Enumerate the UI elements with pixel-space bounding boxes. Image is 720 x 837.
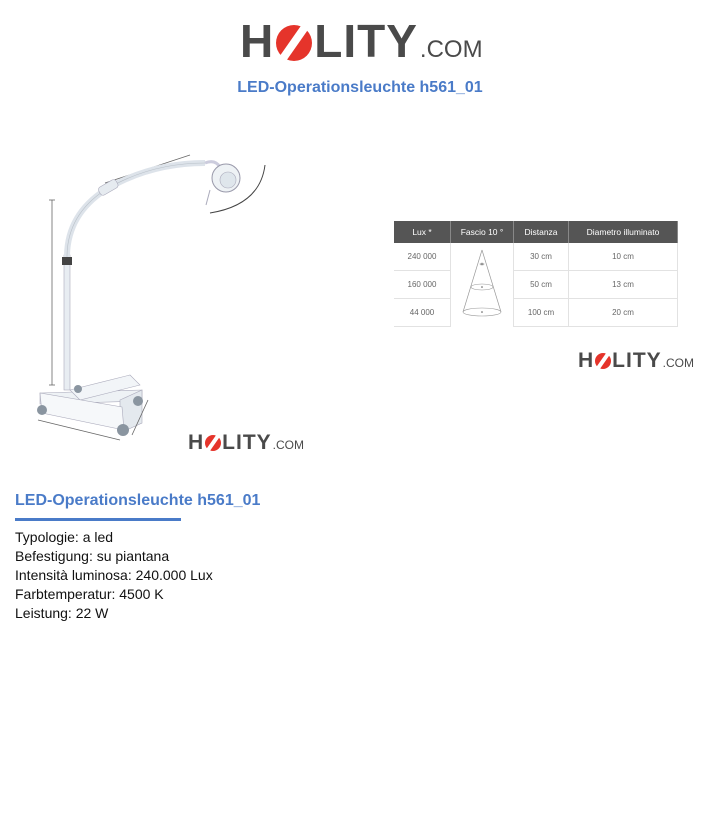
logo-o-icon — [595, 353, 611, 369]
logo-text-left: H — [240, 15, 275, 67]
list-item: Intensità luminosa: 240.000 Lux — [15, 567, 213, 583]
brand-logo-small — [188, 432, 304, 453]
logo-o-icon — [276, 25, 312, 61]
header-beam: Fascio 10 ° — [451, 221, 514, 243]
logo-text-right: LITY — [222, 431, 272, 454]
brand-logo-small — [578, 350, 694, 371]
lamp-product-image — [30, 145, 280, 445]
cell-diameter: 13 cm — [569, 271, 678, 299]
list-item: Farbtemperatur: 4500 K — [15, 586, 164, 602]
feature-list — [15, 528, 213, 623]
cell-distance: 100 cm — [514, 299, 569, 327]
table-header-row — [394, 221, 678, 243]
details-heading: LED-Operationsleuchte h561_01 — [15, 492, 261, 509]
logo-text-left: H — [578, 349, 595, 372]
logo-text-right: LITY — [612, 349, 662, 372]
header-lux: Lux * — [394, 221, 451, 243]
header-diameter: Diametro illuminato — [569, 221, 678, 243]
logo-suffix: .COM — [419, 36, 483, 63]
heading-underline — [15, 518, 181, 521]
list-item: Befestigung: su piantana — [15, 548, 170, 564]
cell-distance: 30 cm — [514, 243, 569, 271]
beam-spec-table — [394, 221, 678, 327]
logo-text-left: H — [188, 431, 205, 454]
brand-logo[interactable] — [240, 15, 483, 67]
list-item: Leistung: 22 W — [15, 605, 109, 621]
logo-suffix: .COM — [272, 438, 305, 452]
cell-lux: 160 000 — [394, 271, 451, 299]
table-row — [394, 243, 678, 271]
table-row — [394, 271, 678, 299]
cell-lux: 44 000 — [394, 299, 451, 327]
logo-suffix: .COM — [662, 356, 695, 370]
table-row — [394, 299, 678, 327]
cell-diameter: 10 cm — [569, 243, 678, 271]
cell-distance: 50 cm — [514, 271, 569, 299]
page-title: LED-Operationsleuchte h561_01 — [237, 79, 483, 96]
cell-lux: 240 000 — [394, 243, 451, 271]
header-distance: Distanza — [514, 221, 569, 243]
logo-text-right: LITY — [314, 15, 418, 67]
light-cone-icon — [451, 246, 513, 322]
list-item: Typologie: a led — [15, 529, 114, 545]
cone-cell — [451, 243, 514, 327]
cell-diameter: 20 cm — [569, 299, 678, 327]
logo-o-icon — [205, 435, 221, 451]
